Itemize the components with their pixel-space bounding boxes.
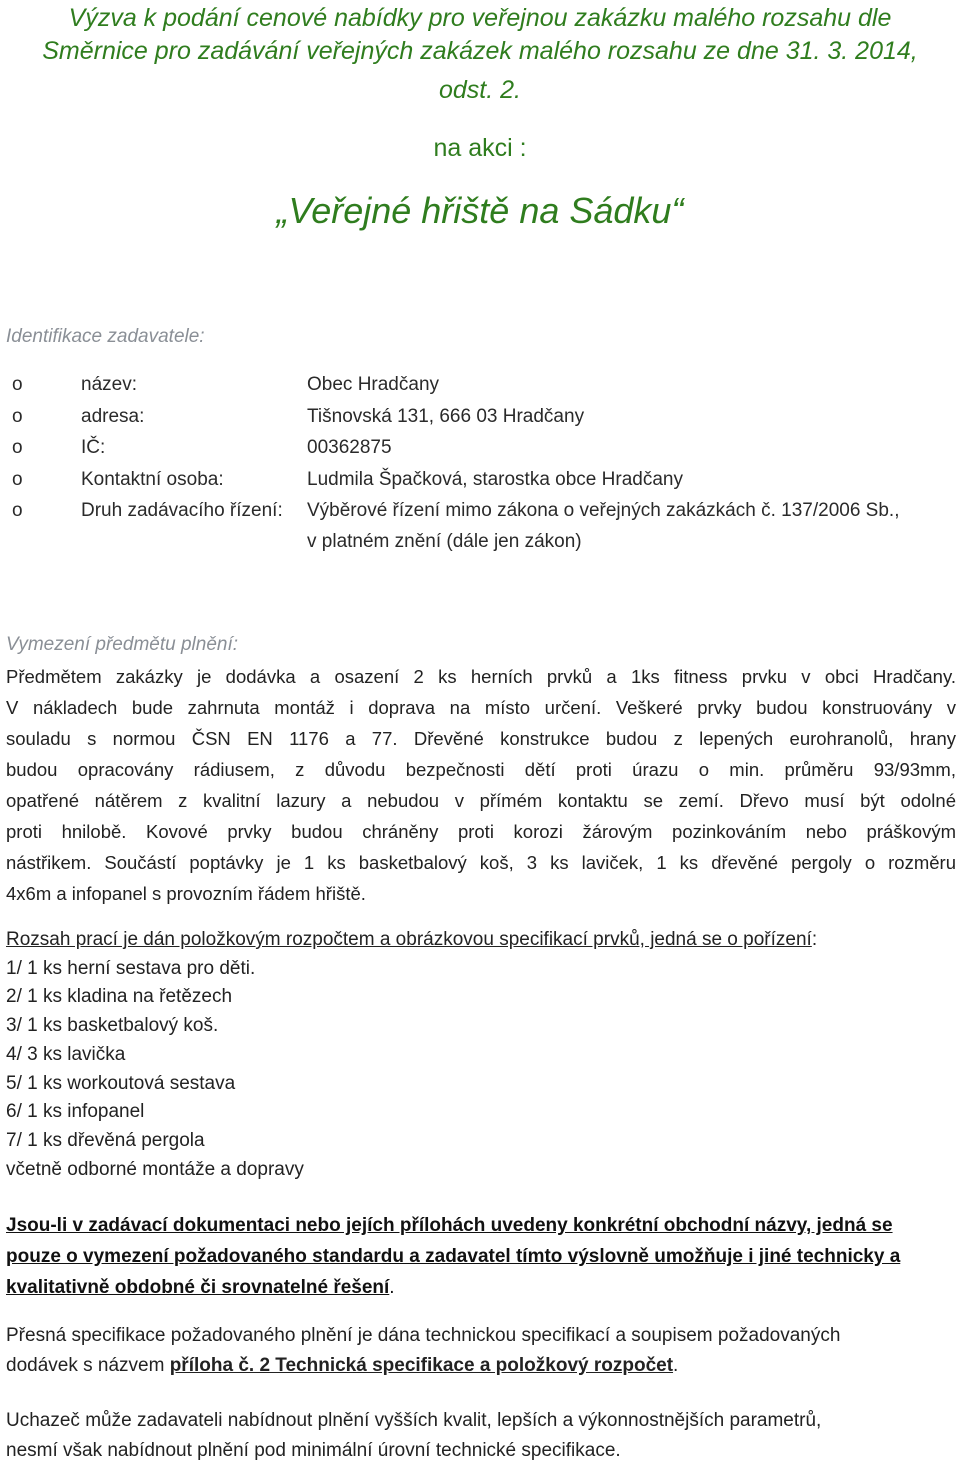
list-item: 7/ 1 ks dřevěná pergola xyxy=(6,1129,205,1151)
spec-line-2-start: dodávek s názvem xyxy=(6,1355,170,1376)
subject-heading: Vymezení předmětu plnění: xyxy=(6,634,239,655)
bullet: o xyxy=(12,500,23,521)
paragraph-line: V nákladech bude zahrnuta montáž i doprava na místo určení. Veškeré prvky budou konstruovány v xyxy=(6,697,956,718)
ident-label-kontakt: Kontaktní osoba: xyxy=(81,468,224,490)
identification-heading: Identifikace zadavatele: xyxy=(6,326,205,347)
paragraph-line: 4x6m a infopanel s provozním řádem hřiště. xyxy=(6,883,366,904)
scope-intro xyxy=(6,926,956,955)
title-line-3: odst. 2. xyxy=(439,76,521,104)
title-line-1: Výzva k podání cenové nabídky pro veřejnou zakázku malého rozsahu dle xyxy=(68,4,892,32)
paragraph-line: souladu s normou ČSN EN 1176 a 77. Dřevěné konstrukce budou z lepených eurohranolů, hrany xyxy=(6,728,956,749)
paragraph-line: opatřené nátěrem z kvalitní lazury a nebudou v přímém kontaktu se zemí. Dřevo musí být odolné xyxy=(6,790,956,811)
list-item: 6/ 1 ks infopanel xyxy=(6,1101,145,1123)
scope-list xyxy=(6,926,956,1184)
bullet: o xyxy=(12,405,23,427)
list-item xyxy=(6,372,956,404)
notice-line: pouze o vymezení požadovaného standardu a zadavatel tímto výslovně umožňuje i jiné technicky a xyxy=(6,1246,901,1267)
list-item: 3/ 1 ks basketbalový koš. xyxy=(6,1015,219,1037)
notice-line xyxy=(6,1272,956,1303)
ident-label-ic: IČ: xyxy=(81,437,106,458)
title-line-2: Směrnice pro zadávání veřejných zakázek malého rozsahu ze dne 31. 3. 2014, xyxy=(42,37,918,65)
list-item: 1/ 1 ks herní sestava pro děti. xyxy=(6,957,256,979)
notice-line-3-tail: . xyxy=(389,1277,395,1298)
attachment-reference: příloha č. 2 Technická specifikace a položkový rozpočet xyxy=(169,1355,674,1376)
ident-value-adresa: Tišnovská 131, 666 03 Hradčany xyxy=(307,405,585,427)
list-item: 4/ 3 ks lavička xyxy=(6,1043,126,1065)
list-item: 2/ 1 ks kladina na řetězech xyxy=(6,986,233,1008)
scope-intro-tail: : xyxy=(811,929,818,950)
ident-value-druh-cont: v platném znění (dále jen zákon) xyxy=(307,531,582,552)
list-item xyxy=(6,498,956,552)
spec-line-1: Přesná specifikace požadovaného plnění je dána technickou specifikací a soupisem požadovaných xyxy=(6,1325,841,1346)
list-item: včetně odborné montáže a dopravy xyxy=(6,1158,304,1180)
ident-value-kontakt: Ludmila Špačková, starostka obce Hradčany xyxy=(307,468,683,490)
paragraph-line: nástřikem. Součástí poptávky je 1 ks basketbalový koš, 3 ks laviček, 1 ks dřevěné pergoly o rozměru xyxy=(6,852,956,873)
ident-value-druh: Výběrové řízení mimo zákona o veřejných zakázkách č. 137/2006 Sb., xyxy=(307,500,900,521)
bullet: o xyxy=(12,437,23,458)
notice-paragraph xyxy=(6,1210,956,1303)
ident-value-ic: 00362875 xyxy=(307,437,392,458)
bullet: o xyxy=(12,468,23,490)
scope-intro-underlined: Rozsah prací je dán položkovým rozpočtem a obrázkovou specifikací prvků, jedná se o pořízení xyxy=(6,929,812,950)
ident-label-nazev: název: xyxy=(81,374,137,395)
specification-paragraph xyxy=(6,1321,956,1381)
bullet: o xyxy=(12,374,23,395)
paragraph-line: Předmětem zakázky je dodávka a osazení 2 ks herních prvků a 1ks fitness prvku v obci Hradčany. xyxy=(6,666,956,687)
notice-line-3: kvalitativně obdobné či srovnatelné řešení xyxy=(6,1277,390,1298)
paragraph-line: proti hnilobě. Kovové prvky budou chráněny proti korozi žárovým pozinkováním nebo práškovým xyxy=(6,821,956,842)
closing-paragraph xyxy=(6,1406,956,1466)
ident-label-adresa: adresa: xyxy=(81,405,145,427)
project-name: „Veřejné hřiště na Sádku“ xyxy=(276,190,684,231)
list-item xyxy=(6,467,956,499)
paragraph-line: budou opracovány rádiusem, z důvodu bezpečnosti dětí proti úrazu o min. průměru 93/93mm, xyxy=(6,759,956,780)
closing-line-2: nesmí však nabídnout plnění pod minimální úrovní technické specifikace. xyxy=(6,1440,621,1461)
identification-list xyxy=(6,372,956,552)
list-item: 5/ 1 ks workoutová sestava xyxy=(6,1072,236,1094)
ident-label-druh: Druh zadávacího řízení: xyxy=(81,500,283,521)
akce-label: na akci : xyxy=(433,134,527,162)
notice-line: Jsou-li v zadávací dokumentaci nebo jejích přílohách uvedeny konkrétní obchodní názvy, jedná se xyxy=(6,1215,893,1236)
spec-line-2 xyxy=(6,1351,956,1381)
list-item xyxy=(6,435,956,467)
ident-value-nazev: Obec Hradčany xyxy=(307,374,440,395)
spec-line-2-end: . xyxy=(673,1355,679,1376)
list-item xyxy=(6,404,956,436)
closing-line-1: Uchazeč může zadavateli nabídnout plnění vyšších kvalit, lepších a výkonnostnějších parametrů, xyxy=(6,1410,822,1431)
subject-paragraph xyxy=(6,661,956,909)
